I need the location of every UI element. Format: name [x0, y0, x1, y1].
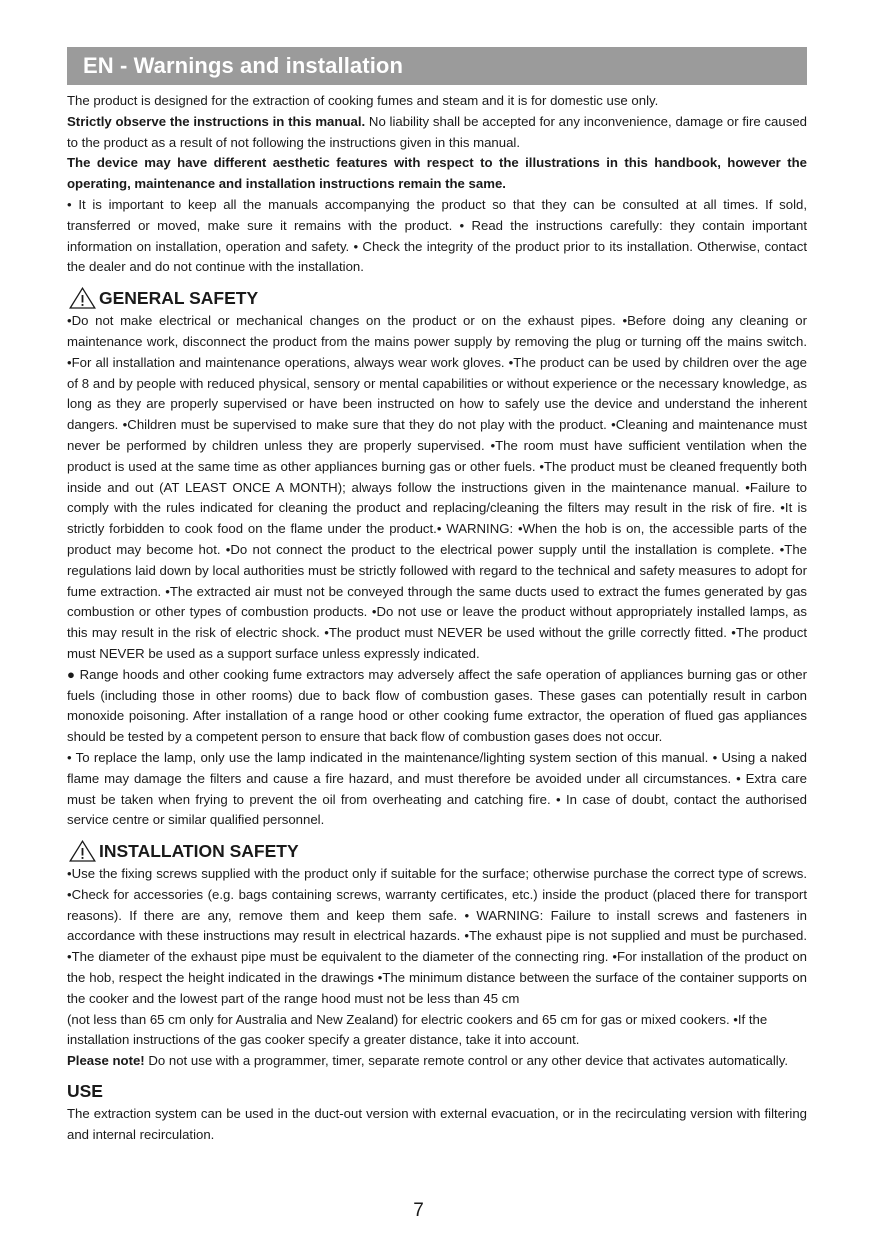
intro-paragraph-2	[67, 112, 807, 154]
use-heading	[67, 1079, 807, 1103]
use-paragraph: The extraction system can be used in the duct-out version with external evacuation, or in the recirculating version with filtering and internal recirculation.	[67, 1106, 807, 1142]
installation-safety-note	[67, 1051, 807, 1072]
general-safety-paragraph-2: ● Range hoods and other cooking fume extractors may adversely affect the safe operation of appliances burning gas or other fuels (including those in other rooms) due to back flow of combustion gases. These gases can potentially result in carbon monoxide poisoning. After installation of a range hood or other cooking fume extractor, the operation of flued gas appliances should be tested by a competent person to ensure that back flow of combustion gases does not occur.	[67, 666, 807, 745]
general-safety-paragraph-3: • To replace the lamp, only use the lamp indicated in the maintenance/lighting system section of this manual. • Using a naked flame may damage the filters and cause a fire hazard, and must therefore be avoided under all circumstances. • Extra care must be taken when frying to prevent the oil from overheating and catching fire. • In case of doubt, contact the authorised service centre or similar qualified personnel.	[67, 749, 807, 828]
installation-safety-paragraph-2: (not less than 65 cm only for Australia and New Zealand) for electric cookers and 65 cm for gas or mixed cookers. •If the installation instructions of the gas cooker specify a greater distance, take it into account.	[67, 1011, 768, 1048]
page-number: 7	[413, 1200, 424, 1221]
page-title: EN - Warnings and installation	[83, 53, 403, 78]
intro-bold-note: The device may have different aesthetic features with respect to the illustrations in this handbook, however the operating, maintenance and installation instructions remain the same.	[67, 155, 807, 192]
use-title: USE	[67, 1081, 103, 1102]
installation-safety-heading	[67, 839, 807, 863]
general-safety-paragraph-1: •Do not make electrical or mechanical changes on the product or on the exhaust pipes. •Before doing any cleaning or maintenance work, disconnect the product from the mains power supply by removing the plug or turning off the mains switch. •For all installation and maintenance operations, always wear work gloves. •The product can be used by children over the age of 8 and by people with reduced physical, sensory or mental capabilities or without experience or the necessary knowledge, as long as they are properly supervised or have been instructed on how to safely use the device and understand the inherent dangers. •Children must be supervised to make sure that they do not play with the product. •Cleaning and maintenance must never be performed by children unless they are properly supervised. •The room must have sufficient ventilation when the product is used at the same time as other appliances burning gas or other fuels. •The product must be cleaned frequently both inside and out (AT LEAST ONCE A MONTH); always follow the instructions given in the maintenance manual. •Failure to comply with the rules indicated for cleaning the product and replacing/cleaning the filters may result in the risk of fire. •It is strictly forbidden to cook food on the flame under the product.• WARNING: •When the hob is on, the accessible parts of the product may become hot. •Do not connect the product to the electrical power supply until the installation is complete. •The regulations laid down by local authorities must be strictly followed with regard to the technical and safety measures to adopt for fume extraction. •The extracted air must not be conveyed through the same ducts used to extract the fumes generated by gas combustion or other types of combustion products. •Do not use or leave the product without appropriately installed lamps, as this may result in the risk of electric shock. •The product must NEVER be used without the grille correctly fitted. •The product must NEVER be used as a support surface unless expressly indicated.	[67, 313, 807, 661]
installation-safety-title: INSTALLATION SAFETY	[99, 841, 299, 862]
page-content	[67, 47, 807, 1146]
intro-paragraph-3	[67, 153, 807, 195]
intro-bold-lead: Strictly observe the instructions in this manual.	[67, 113, 366, 129]
intro-paragraph-4: • It is important to keep all the manuals accompanying the product so that they can be consulted at all times. If sold, transferred or moved, make sure it remains with the product. • Read the instructions carefully: they contain important information on installation, operation and safety. • Check the integrity of the product prior to its installation. Otherwise, contact the dealer and do not continue with the installation.	[67, 196, 807, 275]
warning-triangle-icon	[69, 840, 96, 862]
title-bar	[67, 47, 807, 85]
general-safety-heading	[67, 286, 807, 310]
please-note-text: Do not use with a programmer, timer, separate remote control or any other device that activates automatically.	[144, 1053, 789, 1069]
intro-paragraph-1: The product is designed for the extraction of cooking fumes and steam and it is for domestic use only.	[67, 93, 659, 108]
intro-paragraph-2-text: No liability shall be accepted for any inconvenience, damage or fire caused to the product as a result of not following the instructions given in this manual.	[67, 113, 807, 150]
general-safety-title: GENERAL SAFETY	[99, 288, 259, 309]
installation-safety-paragraph-1: •Use the fixing screws supplied with the product only if suitable for the surface; otherwise purchase the correct type of screws. •Check for accessories (e.g. bags containing screws, warranty certificates, etc.) inside the product (placed there for transport reasons). If there are any, remove them and keep them safe. • WARNING: Failure to install screws and fasteners in accordance with these instructions may result in electrical hazards. •The exhaust pipe is not supplied and must be purchased. •The diameter of the exhaust pipe must be equivalent to the diameter of the connecting ring. •For installation of the product on the hob, respect the height indicated in the drawings •The minimum distance between the surface of the container supports on the cooker and the lowest part of the range hood must not be less than 45 cm	[67, 866, 807, 1006]
please-note-label: Please note!	[67, 1053, 145, 1069]
warning-triangle-icon	[69, 287, 96, 309]
